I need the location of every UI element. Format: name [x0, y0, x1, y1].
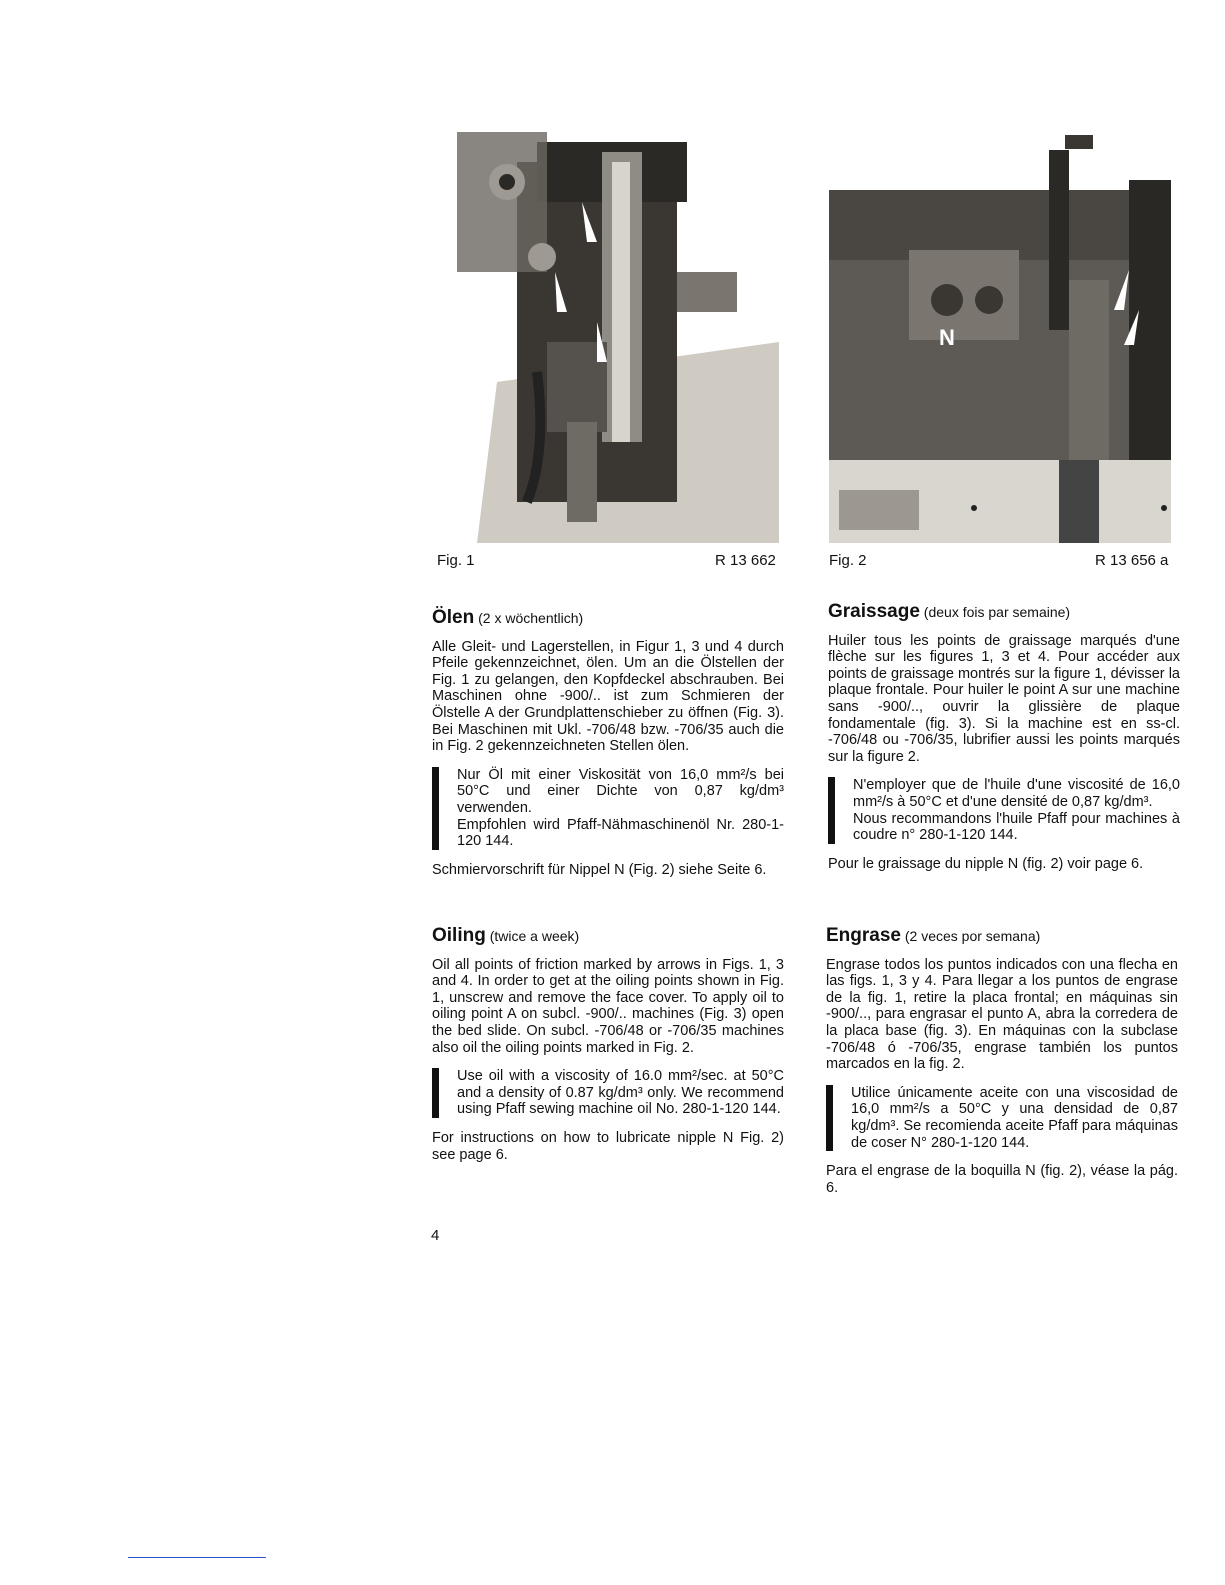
svg-text:N: N — [939, 325, 955, 350]
figure-1-photo — [437, 122, 779, 543]
section-subtitle: (2 veces por semana) — [904, 928, 1041, 944]
paragraph: Para el engrase de la boquilla N (fig. 2), véase la pág. 6. — [826, 1163, 1178, 1196]
note-text: Utilice únicamente aceite con una viscosidad de 16,0 mm²/s a 50°C y una densidad de 0,87 kg/dm³. Se recomienda aceite Pfaff para máquinas de coser N° 280-1-120 144. — [851, 1084, 1178, 1151]
figure-1-label: Fig. 1 — [437, 552, 475, 569]
figure-2-label: Fig. 2 — [829, 552, 867, 569]
paragraph: Alle Gleit- und Lagerstellen, in Figur 1, 3 und 4 durch Pfeile gekennzeichnet, ölen. Um an die Ölstellen der Fig. 1 zu gelangen, den Kopfdeckel abschrauben. Bei Maschinen ohne -900/.. ist zum Schmieren der Ölstelle A der Grundplattenschieber zu öffnen (Fig. 3). Bei Maschinen mit Ukl. -706/48 bzw. -706/35 auch die in Fig. 2 gekennzeichneten Stellen ölen. — [432, 638, 784, 755]
paragraph: For instructions on how to lubricate nipple N Fig. 2) see page 6. — [432, 1129, 784, 1163]
figure-2-photo — [829, 130, 1171, 543]
section-subtitle: (deux fois par semaine) — [923, 604, 1071, 620]
note-text: Use oil with a viscosity of 16.0 mm²/sec. at 50°C and a density of 0.87 kg/dm³ only. We recommend using Pfaff sewing machine oil No. 280-1-120 144. — [457, 1068, 784, 1118]
section-german-heading — [432, 607, 784, 628]
note-block — [432, 1068, 784, 1118]
section-title: Graissage — [828, 601, 920, 622]
section-subtitle: (twice a week) — [489, 928, 580, 944]
section-spanish-heading — [826, 925, 1178, 946]
paragraph: Huiler tous les points de graissage marqués d'une flèche sur les figures 1, 3 et 4. Pour accéder aux points de graissage montrés sur la figure 1, dévisser la plaque frontale. Pour huiler le point A sur une machine sans -900/.., ouvrir la glissière de plaque fondamentale (fig. 3). Si la machine est en ss-cl. -706/48 ou -706/35, lubrifier aussi les points marqués sur la figure 2. — [828, 632, 1180, 765]
note-text: Nous recommandons l'huile Pfaff pour machines à coudre n° 280-1-120 144. — [853, 810, 1180, 844]
section-spanish — [826, 925, 1178, 1196]
sewing-machine-bed-illustration — [829, 130, 1171, 543]
sewing-machine-head-illustration — [437, 122, 779, 543]
section-french-heading — [828, 601, 1180, 622]
section-title: Ölen — [432, 607, 475, 628]
paragraph: Engrase todos los puntos indicados con una flecha en las figs. 1, 3 y 4. Para llegar a los puntos de engrase de la fig. 1, retire la placa frontal; en máquinas sin -900/.., para engrasar el punto A, abra la corredera de la placa base (fig. 3). En máquinas con la subclase -706/48 ó -706/35, engrase también los puntos marcados en la fig. 2. — [826, 956, 1178, 1073]
paragraph: Schmiervorschrift für Nippel N (Fig. 2) siehe Seite 6. — [432, 861, 767, 878]
section-english-heading — [432, 925, 784, 946]
note-block — [828, 777, 1180, 843]
section-french — [828, 601, 1180, 872]
figure-2-ref: R 13 656 a — [1095, 552, 1169, 569]
note-text: Empfohlen wird Pfaff-Nähmaschinenöl Nr. 280-1-120 144. — [457, 816, 784, 850]
note-block — [826, 1085, 1178, 1151]
footer-rule — [128, 1557, 266, 1558]
section-title: Oiling — [432, 925, 486, 946]
note-text: N'employer que de l'huile d'une viscosité de 16,0 mm²/s à 50°C et d'une densité de 0,87 kg/dm³. — [853, 777, 1180, 810]
note-text: Nur Öl mit einer Viskosität von 16,0 mm²/s bei 50°C und einer Dichte von 0,87 kg/dm³ verwenden. — [457, 766, 784, 816]
paragraph: Pour le graissage du nipple N (fig. 2) voir page 6. — [828, 855, 1144, 872]
section-german — [432, 607, 784, 878]
section-title: Engrase — [826, 925, 901, 946]
paragraph: Oil all points of friction marked by arrows in Figs. 1, 3 and 4. In order to get at the oiling points shown in Fig. 1, unscrew and remove the face cover. To apply oil to oiling point A on subcl. -900/.. machines (Fig. 3) open the bed slide. On subcl. -706/48 or -706/35 machines also oil the oiling points marked in Fig. 2. — [432, 956, 784, 1056]
note-block — [432, 767, 784, 850]
section-english — [432, 925, 784, 1163]
page-number: 4 — [431, 1227, 440, 1244]
figure-1-ref: R 13 662 — [715, 552, 776, 569]
section-subtitle: (2 x wöchentlich) — [478, 610, 584, 626]
